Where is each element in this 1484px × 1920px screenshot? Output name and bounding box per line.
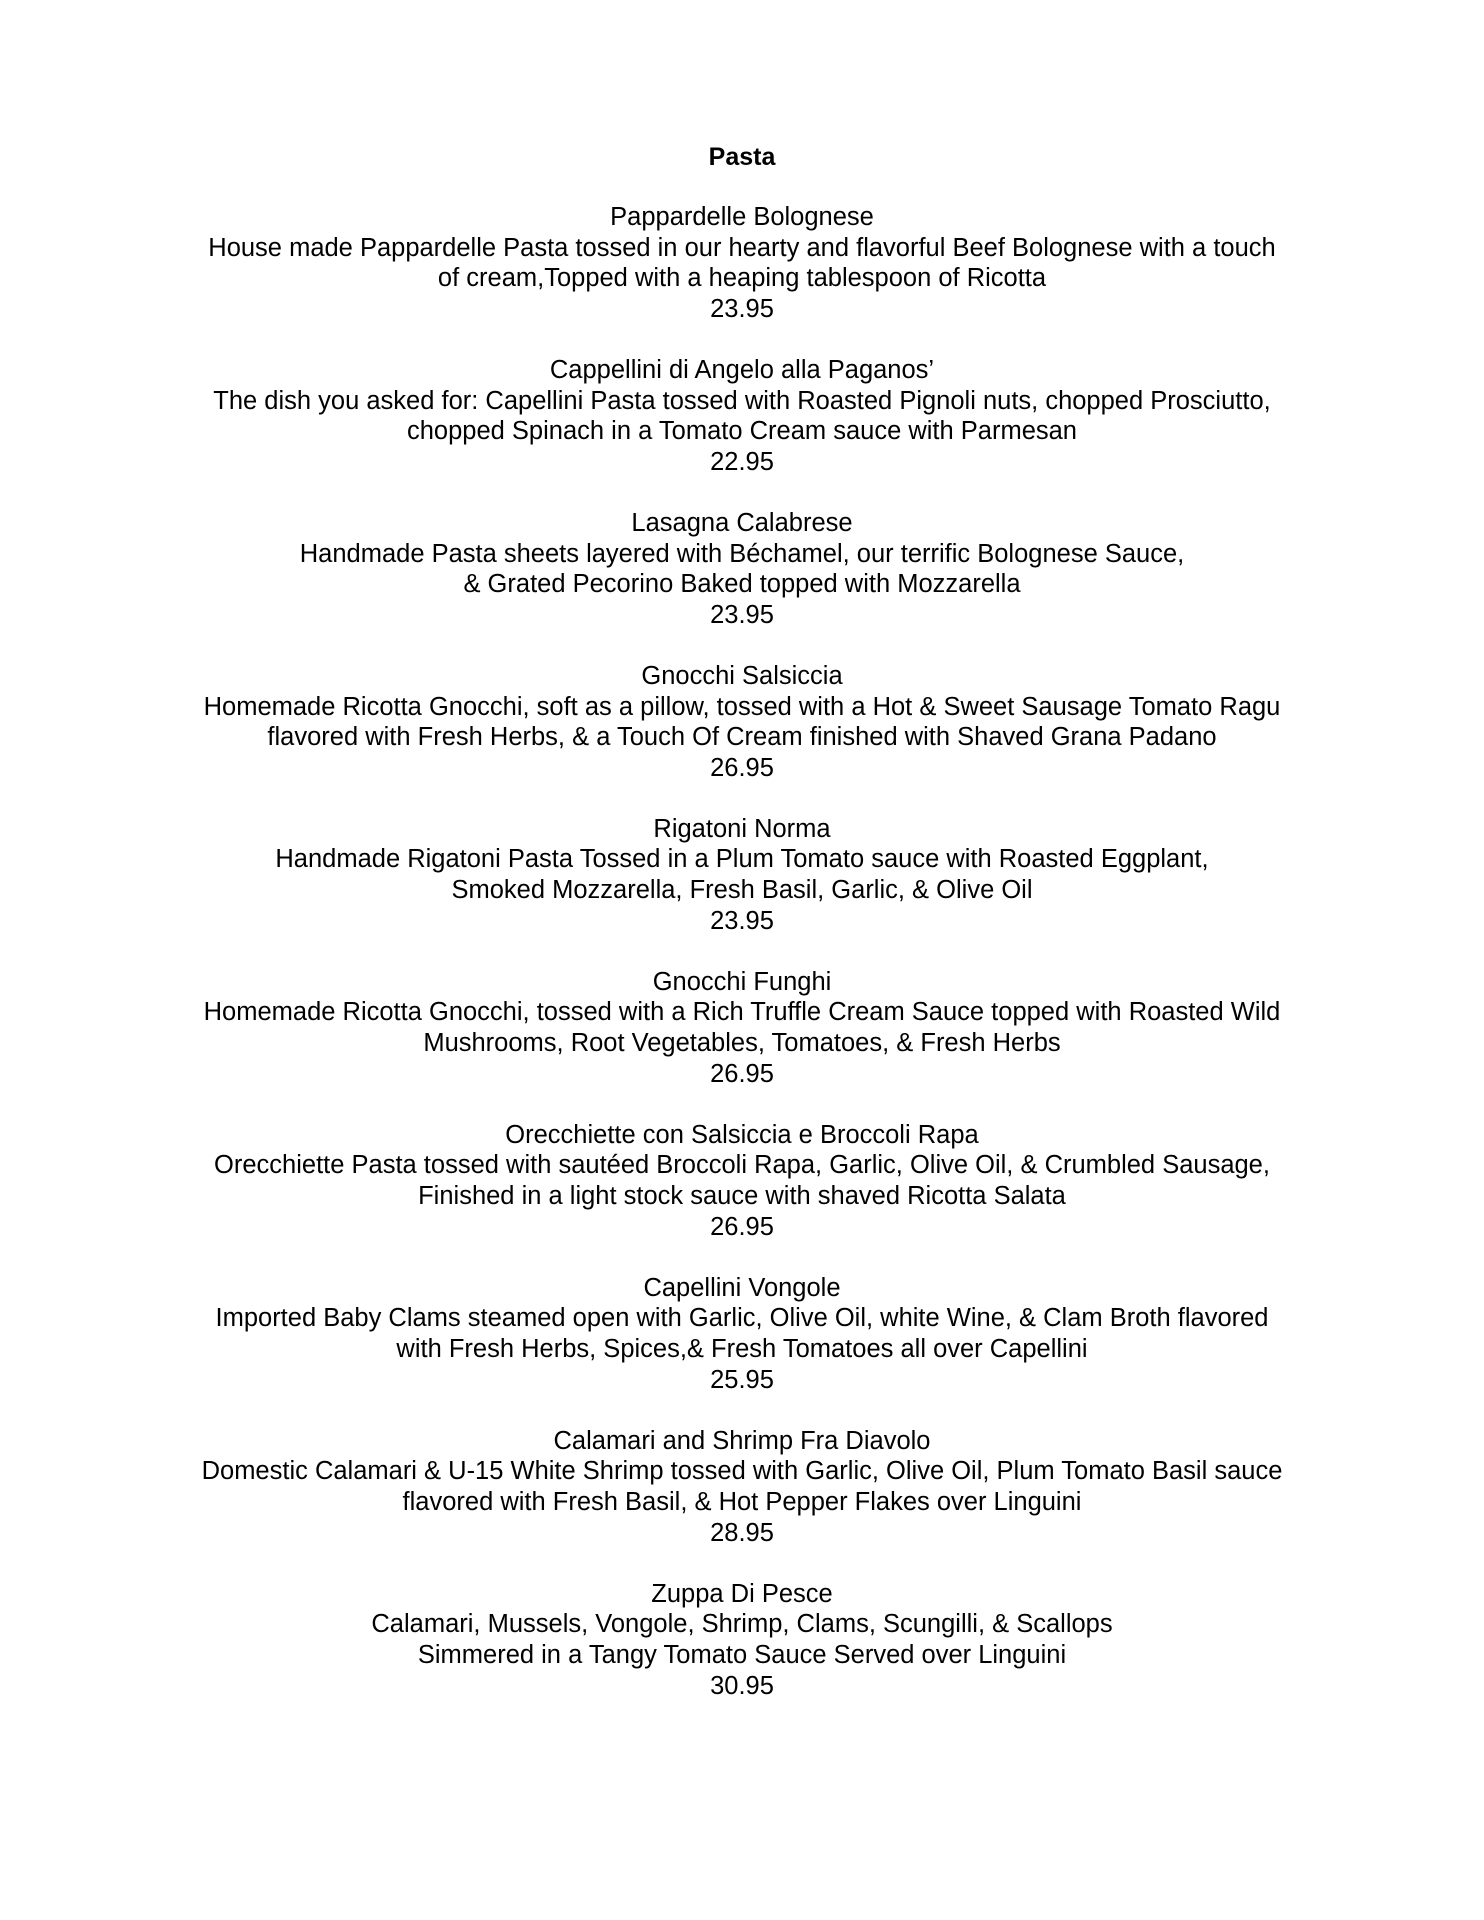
dish-name: Orecchiette con Salsiccia e Broccoli Rapa	[505, 1120, 979, 1149]
dish-description-line: Homemade Ricotta Gnocchi, tossed with a Rich Truffle Cream Sauce topped with Roasted Wild	[203, 998, 1281, 1027]
dish-price: 23.95	[710, 906, 774, 935]
menu-item	[150, 355, 1334, 477]
menu-item	[150, 814, 1334, 936]
dish-description-line: with Fresh Herbs, Spices,& Fresh Tomatoes all over Capellini	[396, 1334, 1088, 1363]
dish-name: Calamari and Shrimp Fra Diavolo	[553, 1426, 931, 1455]
dish-name: Gnocchi Funghi	[652, 967, 832, 996]
dish-price: 25.95	[710, 1365, 774, 1394]
dish-name: Cappellini di Angelo alla Paganos’	[549, 355, 935, 384]
dish-description-line: House made Pappardelle Pasta tossed in our hearty and flavorful Beef Bolognese with a touch	[208, 233, 1276, 262]
dish-price: 22.95	[710, 447, 774, 476]
dish-description-line: Calamari, Mussels, Vongole, Shrimp, Clams, Scungilli, & Scallops	[371, 1610, 1113, 1639]
menu-item	[150, 1426, 1334, 1548]
menu-item	[150, 508, 1334, 630]
menu-item	[150, 1273, 1334, 1395]
dish-description-line: Imported Baby Clams steamed open with Garlic, Olive Oil, white Wine, & Clam Broth flavored	[215, 1304, 1269, 1333]
dish-price: 23.95	[710, 600, 774, 629]
dish-description-line: Homemade Ricotta Gnocchi, soft as a pillow, tossed with a Hot & Sweet Sausage Tomato Ragu	[203, 692, 1281, 721]
dish-description-line: Handmade Rigatoni Pasta Tossed in a Plum Tomato sauce with Roasted Eggplant,	[275, 845, 1209, 874]
dish-price: 28.95	[710, 1518, 774, 1547]
menu-item	[150, 1120, 1334, 1242]
dish-price: 26.95	[710, 1059, 774, 1088]
dish-description-line: Orecchiette Pasta tossed with sautéed Broccoli Rapa, Garlic, Olive Oil, & Crumbled Sausage,	[214, 1151, 1270, 1180]
dish-price: 26.95	[710, 1212, 774, 1241]
dish-name: Zuppa Di Pesce	[651, 1579, 833, 1608]
dish-description-line: flavored with Fresh Herbs, & a Touch Of Cream finished with Shaved Grana Padano	[267, 723, 1217, 752]
dish-description-line: Smoked Mozzarella, Fresh Basil, Garlic, & Olive Oil	[451, 876, 1033, 905]
dish-description-line: The dish you asked for: Capellini Pasta tossed with Roasted Pignoli nuts, chopped Prosciutto,	[213, 386, 1271, 415]
dish-description-line: Finished in a light stock sauce with shaved Ricotta Salata	[418, 1182, 1066, 1210]
menu-item	[150, 661, 1334, 783]
menu-item	[150, 967, 1334, 1089]
menu-list	[150, 202, 1334, 1732]
dish-name: Capellini Vongole	[643, 1273, 841, 1302]
dish-price: 23.95	[710, 294, 774, 323]
dish-description-line: Simmered in a Tangy Tomato Sauce Served over Linguini	[417, 1640, 1067, 1669]
dish-name: Pappardelle Bolognese	[610, 203, 874, 231]
dish-description-line: chopped Spinach in a Tomato Cream sauce with Parmesan	[407, 417, 1077, 446]
dish-description-line: & Grated Pecorino Baked topped with Mozzarella	[463, 570, 1021, 599]
section-title: Pasta	[708, 143, 776, 171]
dish-description-line: Mushrooms, Root Vegetables, Tomatoes, & Fresh Herbs	[423, 1029, 1061, 1058]
dish-description-line: Domestic Calamari & U-15 White Shrimp tossed with Garlic, Olive Oil, Plum Tomato Basil sauce	[201, 1457, 1283, 1486]
dish-name: Gnocchi Salsiccia	[641, 661, 843, 690]
dish-price: 30.95	[710, 1671, 774, 1700]
dish-name: Lasagna Calabrese	[631, 508, 853, 537]
dish-price: 26.95	[710, 753, 774, 782]
dish-description-line: of cream,Topped with a heaping tablespoon of Ricotta	[437, 264, 1047, 293]
dish-description-line: Handmade Pasta sheets layered with Béchamel, our terrific Bolognese Sauce,	[299, 539, 1185, 568]
menu-item	[150, 1579, 1334, 1701]
dish-name: Rigatoni Norma	[653, 814, 831, 843]
menu-item	[150, 202, 1334, 324]
dish-description-line: flavored with Fresh Basil, & Hot Pepper Flakes over Linguini	[402, 1487, 1082, 1516]
